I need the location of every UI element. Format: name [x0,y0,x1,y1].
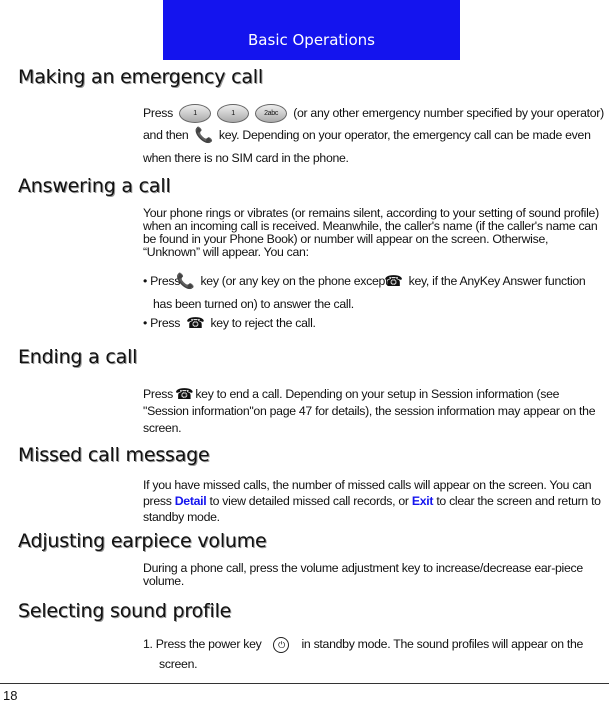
text: (or any other emergency number specified by your operator) and then [143,106,604,142]
reject-bullet [143,315,605,333]
page-number: 18 [3,688,18,703]
text: to view detailed missed call records, or [209,494,409,508]
text: • Press [143,316,181,330]
end-key-icon: ☎ [174,386,194,404]
text: Press [143,106,173,120]
text: key (or any key on the phone except [200,274,389,288]
text: to clear the screen and return to standby mode. [143,494,601,524]
text: If you have missed calls, the number of missed calls will appear on the screen. You can press [143,478,592,508]
send-key-icon: 📞 [194,126,213,144]
answer-bullet [143,270,605,315]
text: in standby mode. The sound profiles will appear on the screen. [159,637,584,671]
answering-call-text: Your phone rings or vibrates (or remains silent, according to your setting of sound profile) when an incoming call is received. Meanwhile, the caller's name (if the caller's name can be found in your Phone Book) or number will appear on the screen. Otherwise, “Unknown” will appear. You can: [143,206,599,259]
heading-sound-profile: Selecting sound profile [18,600,232,622]
send-key-icon: 📞 [176,272,195,290]
text: Press [143,387,173,401]
power-key-icon: ⏻ [273,637,289,653]
text: key to reject the call. [210,316,316,330]
key-1-icon: 1 [217,104,249,123]
missed-call-text [143,477,605,525]
end-key-icon: ☎ [186,315,205,333]
heading-earpiece-volume: Adjusting earpiece volume [18,530,267,552]
key-2-icon: 2abc [255,104,287,123]
end-key-icon: ☎ [384,272,403,290]
exit-softkey: Exit [411,494,434,508]
text: • Press [143,274,181,288]
heading-emergency-call: Making an emergency call [18,66,263,88]
chapter-banner: Basic Operations [163,0,460,60]
text: 1. Press the power key [143,637,262,651]
earpiece-volume-text: During a phone call, press the volume adjustment key to increase/decrease ear-piece volume. [143,561,583,588]
text: key to end a call. Depending on your setup in Session information (see "Session information"on page 47 for details), the session information may appear on the screen. [143,387,596,436]
heading-answering-call: Answering a call [18,175,171,197]
sound-profile-text [143,634,605,674]
footer-rule [0,683,609,684]
key-1-icon: 1 [179,104,211,123]
text: key. Depending on your operator, the emergency call can be made even when there is no SIM card in the phone. [143,128,591,165]
text: key, if the AnyKey Answer function has been turned on) to answer the call. [153,274,586,311]
ending-call-text [143,386,605,437]
heading-ending-call: Ending a call [18,346,138,368]
detail-softkey: Detail [174,494,207,508]
emergency-call-text [143,102,605,169]
heading-missed-call: Missed call message [18,444,210,466]
